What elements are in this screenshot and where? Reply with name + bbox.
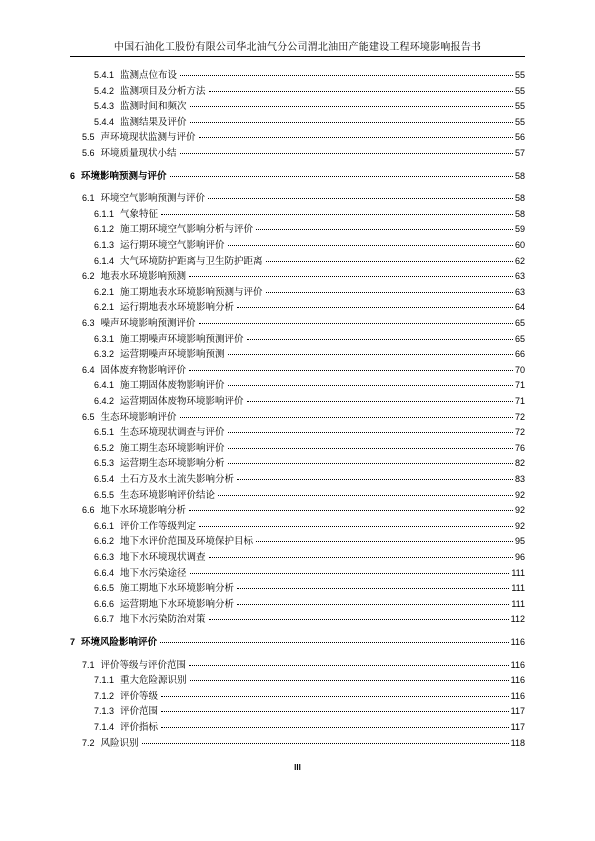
dot-leader — [266, 292, 513, 293]
toc-entry-page: 56 — [514, 132, 525, 143]
toc-entry-number: 6.4.2 — [94, 396, 115, 406]
toc-entry-number: 7.1 — [82, 659, 95, 670]
toc-entry-page: 116 — [510, 637, 525, 647]
toc-entry[interactable] — [94, 426, 525, 438]
toc-entry-number: 6 — [70, 170, 76, 181]
toc-entry[interactable] — [94, 239, 525, 251]
toc-entry-title: 评价工作等级判定 — [120, 520, 197, 532]
toc-entry[interactable] — [94, 223, 525, 235]
toc-entry[interactable] — [94, 520, 525, 532]
toc-entry-title: 声环境现状监测与评价 — [100, 132, 196, 144]
toc-entry[interactable] — [82, 131, 525, 143]
toc-entry-title: 评价指标 — [120, 722, 159, 733]
toc-entry[interactable] — [94, 457, 525, 469]
toc-entry-number: 7 — [70, 637, 76, 647]
toc-entry-number: 6.5.3 — [94, 458, 115, 469]
toc-entry-page: 117 — [510, 706, 525, 717]
dot-leader — [190, 106, 513, 107]
toc-entry-title: 施工期生态环境影响评价 — [120, 442, 225, 454]
toc-entry-title: 监测时间和频次 — [120, 101, 187, 113]
toc-entry-number: 6.1 — [82, 193, 95, 204]
toc-entry-number: 5.6 — [82, 148, 95, 158]
toc-entry-page: 60 — [514, 240, 525, 250]
toc-entry-page: 111 — [511, 567, 525, 578]
toc-entry-title: 固体废弃物影响评价 — [100, 364, 187, 376]
toc-entry-page: 58 — [514, 193, 525, 204]
toc-entry-title: 生态环境现状调查与评价 — [120, 427, 225, 439]
toc-entry-page: 57 — [514, 148, 525, 158]
dot-leader — [228, 245, 513, 246]
toc-entry[interactable] — [82, 192, 525, 204]
dot-leader — [161, 696, 509, 697]
toc-entry-page: 64 — [514, 302, 525, 313]
toc-entry-title: 运营期固体废物环境影响评价 — [120, 396, 244, 407]
toc-entry-number: 6.4 — [82, 364, 95, 375]
toc-entry-page: 65 — [514, 318, 525, 328]
toc-entry-page: 95 — [514, 536, 525, 547]
toc-entry-title: 施工期环境空气影响分析与评价 — [120, 224, 254, 236]
dot-leader — [190, 122, 513, 123]
dot-leader — [209, 619, 509, 620]
toc-entry-page: 62 — [514, 255, 525, 266]
dot-leader — [266, 261, 513, 262]
toc-entry-number: 6.6.5 — [94, 583, 115, 594]
toc-entry[interactable] — [82, 737, 525, 749]
dot-leader — [247, 401, 513, 402]
toc-entry[interactable] — [94, 85, 525, 97]
dot-leader — [209, 557, 513, 558]
toc-entry-title: 施工期地表水环境影响预测与评价 — [120, 286, 263, 298]
toc-entry-page: 55 — [514, 101, 525, 112]
toc-entry-number: 5.5 — [82, 132, 95, 143]
toc-entry[interactable] — [94, 674, 525, 686]
toc-entry-page: 63 — [514, 286, 525, 297]
dot-leader — [209, 91, 513, 92]
toc-entry-number: 7.1.3 — [94, 706, 115, 717]
toc-entry-page: 111 — [511, 583, 525, 594]
dot-leader — [228, 448, 513, 449]
toc-entry-number: 6.1.1 — [94, 208, 115, 219]
toc-entry[interactable] — [94, 535, 525, 547]
toc-entry[interactable] — [94, 613, 525, 625]
toc-entry-page: 92 — [514, 505, 525, 516]
toc-entry-page: 116 — [510, 659, 525, 670]
dot-leader — [237, 604, 509, 605]
toc-entry-title: 监测点位布设 — [120, 70, 178, 81]
toc-entry-title: 运行期环境空气影响评价 — [120, 240, 225, 251]
toc-entry[interactable] — [94, 598, 525, 610]
toc-entry-page: 70 — [514, 364, 525, 375]
toc-entry[interactable] — [82, 147, 525, 159]
toc-entry-number: 6.6.1 — [94, 520, 115, 531]
dot-leader — [218, 495, 513, 496]
toc-entry[interactable] — [82, 411, 525, 423]
dot-leader — [228, 463, 513, 464]
dot-leader — [180, 153, 513, 154]
toc-entry-title: 评价等级 — [120, 690, 159, 702]
toc-entry-title: 施工期固体废物影响评价 — [120, 380, 225, 392]
toc-entry-number: 7.1.1 — [94, 675, 115, 686]
toc-entry-title: 地表水环境影响预测 — [100, 271, 187, 283]
toc-entry-page: 116 — [510, 690, 525, 701]
toc-entry-page: 55 — [514, 85, 525, 96]
toc-entry-title: 环境空气影响预测与评价 — [100, 193, 206, 205]
toc-entry-title: 施工期噪声环境影响预测评价 — [120, 333, 244, 345]
toc-entry-title: 评价等级与评价范围 — [100, 659, 187, 671]
toc-entry-title: 运营期生态环境影响分析 — [120, 458, 225, 470]
toc-entry-title: 生态环境影响评价结论 — [120, 489, 216, 501]
dot-leader — [228, 354, 513, 355]
toc-entry[interactable] — [82, 504, 525, 516]
toc-entry-page: 83 — [514, 474, 525, 484]
toc-entry-page: 111 — [511, 598, 525, 609]
toc-entry[interactable] — [94, 333, 525, 345]
dot-leader — [237, 588, 509, 589]
toc-entry-page: 58 — [514, 208, 525, 219]
toc-entry-number: 6.6.3 — [94, 552, 115, 562]
toc-entry-number: 6.5.4 — [94, 474, 115, 484]
toc-entry[interactable] — [82, 364, 525, 376]
toc-entry-title: 监测结果及评价 — [120, 116, 187, 128]
toc-entry-page: 63 — [514, 271, 525, 282]
dot-leader — [161, 727, 509, 728]
dot-leader — [228, 385, 513, 386]
toc-entry-number: 6.6 — [82, 505, 95, 516]
dot-leader — [189, 665, 509, 666]
running-header: 中国石油化工股份有限公司华北油气分公司渭北油田产能建设工程环境影响报告书 — [113, 42, 482, 53]
toc-entry-number: 6.1.2 — [94, 224, 115, 235]
toc-entry-page: 55 — [514, 116, 525, 127]
toc-entry-number: 6.6.4 — [94, 567, 115, 578]
toc-entry-page: 66 — [514, 349, 525, 360]
header-rule — [70, 56, 525, 57]
toc-entry-page: 72 — [514, 427, 525, 438]
toc-entry-title: 重大危险源识别 — [120, 675, 187, 687]
dot-leader — [190, 680, 509, 681]
toc-entry[interactable] — [94, 69, 525, 81]
toc-entry[interactable] — [94, 721, 525, 733]
toc-entry-title: 地下水评价范围及环境保护目标 — [120, 536, 254, 548]
toc-entry-number: 6.5.2 — [94, 442, 115, 453]
toc-entry-page: 116 — [510, 675, 525, 686]
toc-entry-title: 气象特征 — [120, 208, 159, 220]
toc-entry-title: 土石方及水土流失影响分析 — [120, 474, 235, 485]
dot-leader — [256, 229, 513, 230]
toc-entry-number: 7.1.4 — [94, 722, 115, 732]
toc-entry-number: 6.6.2 — [94, 536, 115, 547]
toc-entry-number: 6.1.3 — [94, 240, 115, 250]
toc-entry-number: 6.3 — [82, 318, 95, 328]
toc-entry-number: 6.5.5 — [94, 489, 115, 500]
toc-entry-number: 6.5 — [82, 411, 95, 422]
toc-entry-page: 112 — [510, 614, 525, 625]
toc-entry-page: 55 — [514, 70, 525, 80]
toc-entry[interactable] — [94, 255, 525, 267]
dot-leader — [208, 198, 513, 199]
toc-entry-page: 117 — [510, 722, 525, 732]
toc-entry-page: 82 — [514, 458, 525, 469]
toc-entry-number: 7.1.2 — [94, 690, 115, 701]
dot-leader — [199, 137, 513, 138]
dot-leader — [190, 573, 510, 574]
toc-entry-page: 59 — [514, 224, 525, 235]
toc-entry-number: 6.2.1 — [94, 302, 115, 313]
toc-entry-page: 71 — [514, 396, 525, 406]
toc-entry-page: 92 — [514, 489, 525, 500]
toc-entry[interactable] — [94, 100, 525, 112]
toc-entry[interactable] — [94, 582, 525, 594]
toc-entry-title: 运行期地表水环境影响分析 — [120, 302, 235, 314]
toc-entry[interactable] — [94, 705, 525, 717]
toc-entry-number: 6.3.1 — [94, 333, 115, 344]
toc-entry[interactable] — [82, 659, 525, 671]
dot-leader — [237, 479, 513, 480]
dot-leader — [247, 339, 513, 340]
toc-entry[interactable] — [94, 348, 525, 360]
toc-entry-number: 6.3.2 — [94, 349, 115, 360]
toc-entry-title: 施工期地下水环境影响分析 — [120, 583, 235, 595]
toc-entry-number: 6.1.4 — [94, 255, 115, 266]
toc-entry-number: 6.6.7 — [94, 614, 115, 625]
toc-entry-page: 76 — [514, 442, 525, 453]
toc-entry-title: 环境影响预测与评价 — [81, 170, 167, 182]
toc-entry-title: 地下水环境现状调查 — [120, 552, 206, 563]
toc-entry[interactable] — [82, 270, 525, 282]
toc-entry-page: 58 — [514, 170, 525, 181]
toc-entry[interactable] — [94, 379, 525, 391]
dot-leader — [189, 370, 513, 371]
dot-leader — [237, 307, 513, 308]
toc-entry[interactable] — [94, 489, 525, 501]
dot-leader — [180, 417, 513, 418]
toc-entry-title: 风险识别 — [100, 737, 139, 749]
toc-entry-number: 6.2.1 — [94, 286, 115, 297]
page-number: III — [294, 763, 301, 772]
toc-entry[interactable] — [94, 395, 525, 407]
dot-leader — [161, 214, 513, 215]
toc-entry-number: 6.2 — [82, 271, 95, 282]
toc-entry-number: 6.6.6 — [94, 598, 115, 609]
toc-entry-page: 92 — [514, 520, 525, 531]
toc-entry-number: 6.5.1 — [94, 427, 115, 438]
toc-entry[interactable] — [94, 690, 525, 702]
toc-entry[interactable] — [82, 317, 525, 329]
toc-entry-number: 6.4.1 — [94, 380, 115, 391]
dot-leader — [161, 711, 509, 712]
toc-entry-title: 评价范围 — [120, 706, 159, 718]
toc-entry-title: 监测项目及分析方法 — [120, 85, 206, 97]
toc-entry[interactable] — [70, 170, 525, 182]
dot-leader — [142, 743, 509, 744]
toc-entry-title: 地下水环境影响分析 — [100, 505, 187, 517]
dot-leader — [228, 432, 513, 433]
toc-entry-number: 5.4.4 — [94, 116, 115, 127]
toc-entry[interactable] — [94, 208, 525, 220]
dot-leader — [180, 75, 513, 76]
toc-entry-page: 118 — [510, 737, 525, 748]
toc-entry-page: 72 — [514, 411, 525, 422]
dot-leader — [160, 642, 509, 643]
toc-entry-title: 噪声环境影响预测评价 — [100, 318, 196, 329]
dot-leader — [170, 176, 513, 177]
dot-leader — [189, 276, 513, 277]
toc-entry-title: 环境风险影响评价 — [81, 637, 158, 648]
toc-entry-title: 地下水污染防治对策 — [120, 614, 206, 626]
toc-entry-title: 地下水污染途径 — [120, 567, 187, 579]
dot-leader — [189, 510, 513, 511]
dot-leader — [199, 526, 513, 527]
dot-leader — [199, 323, 513, 324]
dot-leader — [256, 541, 513, 542]
toc-entry-title: 运营期地下水环境影响分析 — [120, 598, 235, 610]
toc-entry-number: 5.4.3 — [94, 101, 115, 112]
toc-entry[interactable] — [70, 636, 525, 648]
toc-entry-number: 7.2 — [82, 737, 95, 748]
toc-entry-page: 71 — [514, 380, 525, 391]
toc-entry-page: 65 — [514, 333, 525, 344]
toc-entry[interactable] — [94, 473, 525, 485]
toc-entry[interactable] — [94, 116, 525, 128]
toc-entry[interactable] — [94, 442, 525, 454]
toc-entry-title: 生态环境影响评价 — [100, 411, 177, 423]
toc-entry[interactable] — [94, 551, 525, 563]
toc-entry-page: 96 — [514, 552, 525, 562]
toc-entry[interactable] — [94, 301, 525, 313]
toc-entry[interactable] — [94, 567, 525, 579]
toc-entry-title: 运营期噪声环境影响预测 — [120, 349, 225, 361]
toc-entry[interactable] — [94, 286, 525, 298]
toc-entry-title: 环境质量现状小结 — [100, 148, 177, 159]
toc-entry-number: 5.4.1 — [94, 70, 115, 80]
toc-entry-number: 5.4.2 — [94, 85, 115, 96]
toc-entry-title: 大气环境防护距离与卫生防护距离 — [120, 255, 263, 267]
